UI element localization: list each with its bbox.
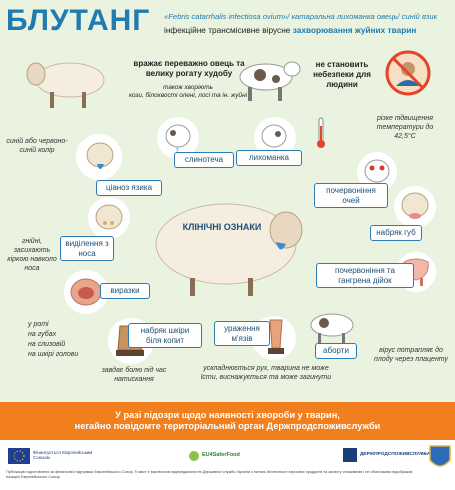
note-hooves: завдає болю під час натискання (101, 367, 167, 384)
sheep-lips-icon (396, 188, 434, 226)
eu4safer-logo-icon (188, 450, 200, 462)
sheep-illustration (18, 52, 118, 112)
cow-salivation-icon (160, 120, 196, 156)
note-tongue: синій або червоно-синій колір (6, 138, 68, 155)
disclaimer: Публікацію підготовлено за фінансової підтримки Європейського Союзу. Її зміст є виключною відповідальністю Державної служби України з питань безпечності харчових продуктів та захисту споживачів і не обов'язково відображає позицію Європейського Союзу. (6, 470, 413, 479)
logo-dps-text: ДЕРЖПРОДСПОЖИВСЛУЖБА (360, 452, 431, 457)
thermometer-icon (315, 116, 327, 150)
subtitle-latin: «Febris catarrhalis infectiosa ovium»/ катаральна лихоманка овець/ синій язик (164, 12, 438, 21)
affects-note: також хворіють кози, білохвості олені, лосі та ін. жуйні (128, 84, 248, 100)
symptom-muscles: ураження м'язів (214, 321, 270, 346)
ulcer-location: на губах (28, 331, 57, 339)
affects-text: вражає переважно овець та велику рогату худобу (133, 59, 245, 78)
note-muscles: ускладнюється рух, тварина не може їсти, виснажується та може загинути (200, 365, 332, 382)
note-nose: гнійні, засихають кіркою навколо носа (7, 238, 57, 273)
eu-flag-icon (8, 448, 30, 464)
center-label: КЛІНІЧНІ ОЗНАКИ (182, 222, 262, 232)
banner-line-2: негайно повідомте територіальний орган Держпродспоживслужби (74, 421, 381, 431)
cow-abortion-illustration (306, 310, 362, 346)
no-danger-text: не становить небезпеки для людини (313, 60, 371, 89)
banner-line-1: У разі підозри щодо наявності хвороби у тварин, (115, 409, 340, 420)
symptom-abortion: аборти (315, 343, 357, 359)
symptom-hooves: набряк шкіри біля копит (128, 323, 202, 348)
footer (0, 440, 455, 490)
symptom-ulcers: виразки (100, 283, 150, 299)
ulcer-location: на слизовій (28, 341, 66, 349)
page-title: БЛУТАНГ (6, 4, 151, 37)
ulcer-location: на шкірі голови (28, 351, 79, 359)
logo-eu-text: Фінансується Європейським Союзом (33, 450, 93, 461)
symptom-tongue: ціаноз язика (96, 180, 162, 196)
note-fever: різке підвищення температури до 42,5°С (376, 115, 434, 141)
note-ulcers (28, 320, 84, 361)
symptom-fever: лихоманка (236, 150, 302, 166)
symptom-eyes: почервоніння очей (314, 183, 388, 208)
symptom-lips: набряк губ (370, 225, 422, 241)
ulcer-location: у роті (28, 321, 49, 328)
symptom-salivation: слинотеча (174, 152, 234, 168)
sheep-tongue-icon (80, 138, 120, 178)
sheep-nose-icon (90, 199, 128, 237)
subtitle-description: інфекційне трансмісивне вірусне захворювання жуйних тварин (164, 25, 417, 35)
symptom-udder: почервоніння та гангрена дійок (316, 263, 414, 288)
dps-logo-icon (343, 448, 357, 462)
center-sheep-illustration (148, 194, 306, 302)
note-abortion: вірус потрапляє до плоду через плаценту (374, 347, 448, 364)
coat-of-arms-icon (428, 444, 452, 472)
warning-banner (0, 402, 455, 440)
no-human-icon (385, 50, 431, 96)
logo-eu4-text: EU4SaferFood (202, 452, 240, 458)
symptom-nose: виділення з носа (60, 236, 114, 261)
